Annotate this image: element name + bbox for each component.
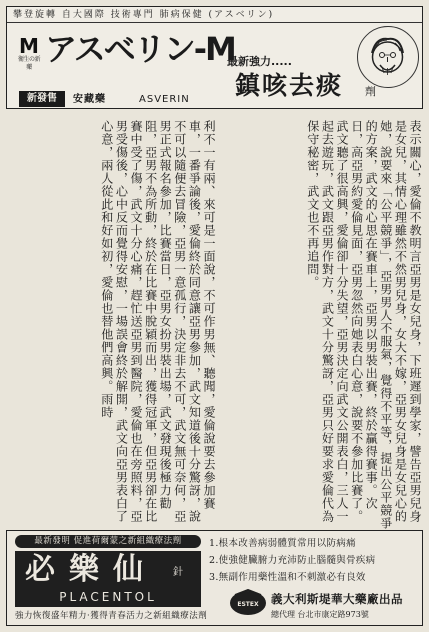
product-name-zh: 必樂仙 [25, 552, 157, 587]
bottom-advertisement [6, 530, 423, 626]
brand-mark-caption: 衛生の新藥 [17, 56, 40, 71]
ad-badge-pill: 最新發明 促進荷爾蒙之新組織療法劑 [15, 535, 201, 548]
feature-line-1: 1.根本改善病弱體質常用以防病痛 [209, 538, 356, 549]
product-name-en: PLACENTOL [59, 590, 157, 604]
brand-mark-logo [16, 34, 42, 71]
ad-top-banner-text: 攀登旋轉 自大國際 技術專門 肺病保健 (アスベリン) [7, 7, 422, 23]
feature-line-2: 2.使強健臟腑力充沛防止腦髓與骨疾病 [209, 555, 376, 566]
manufacturer-address: 總代理 台北市康定路973號 [271, 610, 369, 619]
ad-tagline: 最新強力..... [227, 55, 292, 68]
article-column-right: 表示關心，愛倫不教明言亞男是女兒身，下班遲到學家，譬告亞男兒身是女兒，其情心理雖然不然男兒身，女大不嫁，亞男女兒身是女兒心的她，說要來「公平競爭」，亞男男人不服氣，覺得不平等，提出公平競爭的方案，武文的心思在賽車上，亞男以男裝出賽，終於贏得賽事。次日，高亞男約愛倫見面，亞男忽然向她表白心意，說要不參加比賽了。武文聽了很高興，愛倫卻十分失望，亞男決定向武文公開表白，三人一起去遊玩，武文跟亞男作對方，武文十分驚訝，亞男只好要求愛倫代為保守秘密，武文也不再追問。 [305, 120, 422, 530]
brand-mark-letter: M [19, 34, 39, 58]
product-name-suffix: 針 [173, 567, 183, 578]
ad-slogan: 強力恢復盛年精力·獲得青春活力之新組織療法劑 [15, 611, 208, 621]
doctor-portrait-illustration [357, 26, 419, 88]
manufacturer-name: 義大利斯堤華大藥廠出品 [271, 592, 403, 606]
article-column-left: 利不一有兩、來可是一面說，不可作男無、聽聞，愛倫說要去參加賽車，一番爭論後，愛倫終於同意讓亞男參加，武文知道後十分驚訝，說不可以隨便去冒險，亞男一意孤行，決定非去不可，武文無可奈何，亞男正式報名參加，比賽當日，亞男女扮男裝出場，武文發現後極力勸阻，亞男不為所動，終於在比賽中脫穎而出，獲得冠軍，但亞男卻在比賽中受了傷，武文十分心痛，趕忙送亞男到醫院，愛倫也在旁照料，亞男受傷後，心中反而覺得安慰，一場誤會終於解開，武文向亞男表白了心意，兩人從此和好如初，愛倫也替他們高興。雨時 [99, 120, 216, 523]
product-name-jp: アスベリン-M [45, 30, 235, 68]
feature-line-3: 3.無副作用藥性溫和不刺激必有良效 [209, 572, 366, 583]
ad-headline: 鎮咳去痰 [235, 71, 344, 100]
product-logo-block [15, 551, 201, 607]
new-release-badge: 新發售 [19, 91, 65, 107]
top-advertisement [6, 6, 423, 109]
distributor-name: 安藏藥 [73, 94, 106, 105]
brand-name-en: ASVERIN [139, 94, 190, 105]
manufacturer-logo-icon [229, 589, 267, 617]
manufacturer-logo-text: ESTEX [237, 601, 259, 608]
ad-headline-suffix: 劑 [365, 85, 376, 98]
